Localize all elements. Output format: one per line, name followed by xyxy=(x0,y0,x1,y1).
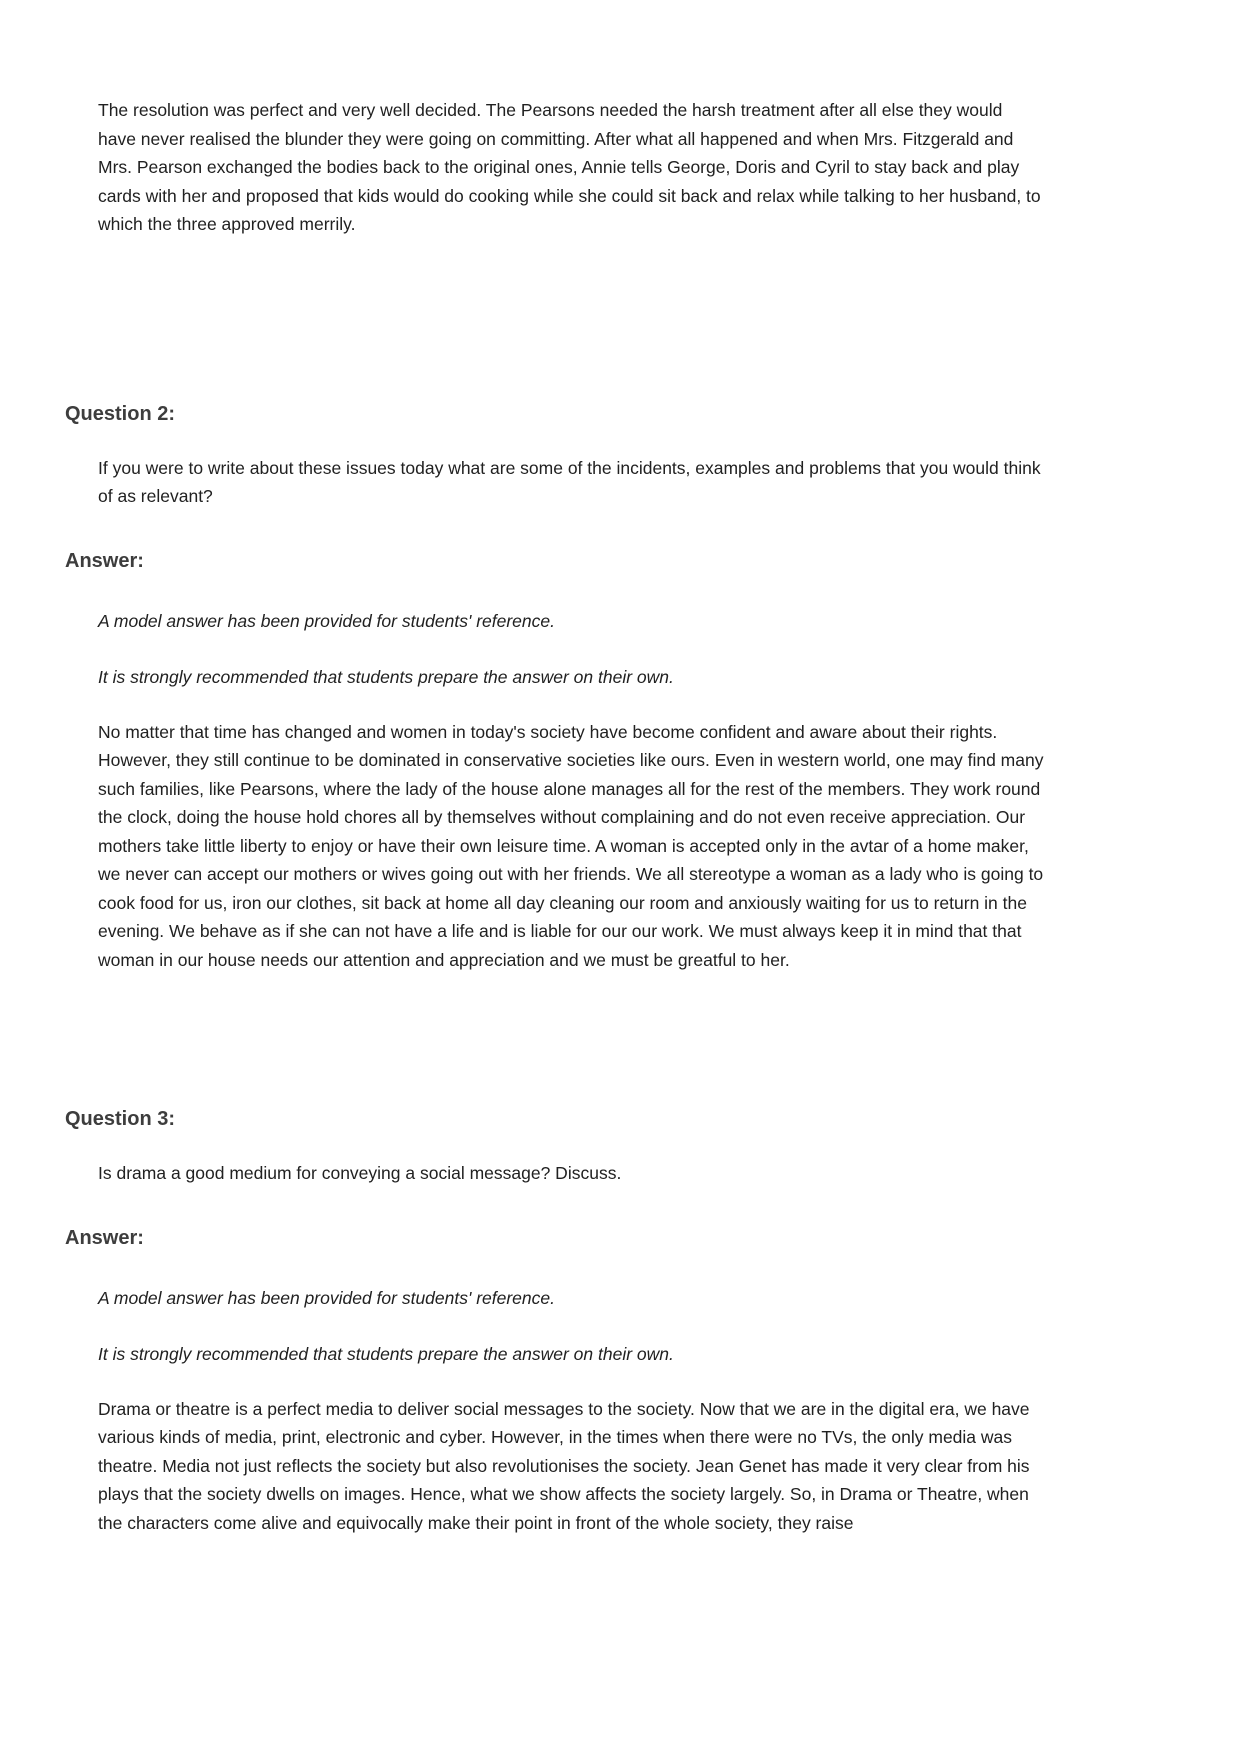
question-3-text: Is drama a good medium for conveying a social message? Discuss. xyxy=(98,1163,622,1183)
question-2-section xyxy=(65,399,1045,975)
question-2-model-answer-note: A model answer has been provided for students' reference. xyxy=(98,610,555,631)
question-3-answer-text: Drama or theatre is a perfect media to deliver social messages to the society. Now that we are in the digital era, we have various kinds of media, print, electronic and cyber. However, in the times when there were no TVs, the only media was theatre. Media not just reflects the society but also revolutionises the society. Jean Genet has made it very clear from his plays that the society dwells on images. Hence, what we show affects the society largely. So, in Drama or Theatre, when the characters come alive and equivocally make their point in front of the whole society, they raise xyxy=(98,1398,1030,1533)
question-3-heading: Question 3: xyxy=(65,1108,176,1130)
question-2-text: If you were to write about these issues today what are some of the incidents, examples and problems that you would think of as relevant? xyxy=(98,457,1041,506)
question-3-section xyxy=(65,1104,1045,1537)
question-2-heading: Question 2: xyxy=(65,402,176,425)
question-3-model-answer-note: A model answer has been provided for students' reference. xyxy=(98,1287,555,1308)
question-2-answer-text: No matter that time has changed and women in today's society have become confident and aware about their rights. However, they still continue to be dominated in conservative societies like ours. Even in western world, one may find many such families, like Pearsons, where the lady of the house alone manages all for the rest of the members. They work round the clock, doing the house hold chores all by themselves without complaining and do not even receive appreciation. Our mothers take little liberty to enjoy or have their own leisure time. A woman is accepted only in the avtar of a home maker, we never can accept our mothers or wives going out with her friends. We all stereotype a woman as a lady who is going to cook food for us, iron our clothes, sit back at home all day cleaning our room and anxiously waiting for us to return in the evening. We behave as if she can not have a life and is liable for our our work. We must always keep it in mind that that woman in our house needs our attention and appreciation and we must be greatful to her. xyxy=(98,721,1044,970)
question-2-answer-heading: Answer: xyxy=(65,549,144,572)
question-2-self-prepare-note: It is strongly recommended that students prepare the answer on their own. xyxy=(98,667,674,687)
question-3-answer-heading: Answer: xyxy=(65,1226,144,1249)
intro-paragraph: The resolution was perfect and very well decided. The Pearsons needed the harsh treatment after all else they would have never realised the blunder they were going on committing. After what all happened and when Mrs. Fitzgerald and Mrs. Pearson exchanged the bodies back to the original ones, Annie tells George, Doris and Cyril to stay back and play cards with her and proposed that kids would do cooking while she could sit back and relax while talking to her husband, to which the three approved merrily. xyxy=(98,100,1041,234)
question-3-self-prepare-note: It is strongly recommended that students prepare the answer on their own. xyxy=(98,1344,674,1364)
